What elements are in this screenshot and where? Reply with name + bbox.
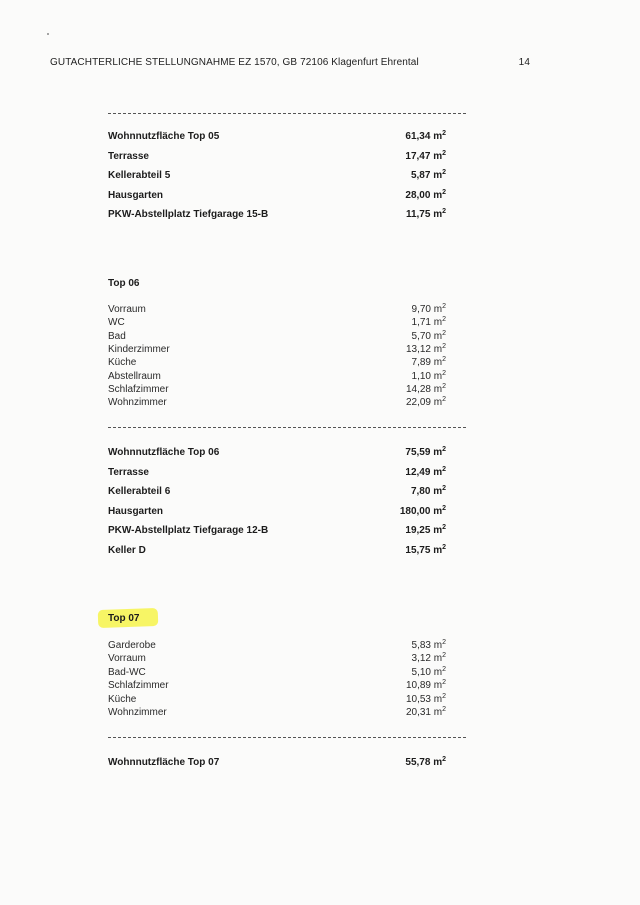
area-number: 19,25 m bbox=[405, 525, 443, 536]
area-row bbox=[108, 679, 446, 692]
area-number: 1,71 m bbox=[411, 317, 443, 329]
area-value bbox=[406, 383, 446, 396]
area-row bbox=[108, 208, 446, 221]
area-number: 1,10 m bbox=[411, 370, 443, 382]
unit-superscript: 2 bbox=[442, 356, 446, 364]
area-number: 3,12 m bbox=[411, 653, 443, 665]
area-row bbox=[108, 652, 446, 665]
area-number: 17,47 m bbox=[405, 150, 443, 162]
area-row bbox=[108, 330, 446, 343]
unit-superscript: 2 bbox=[442, 706, 446, 713]
area-value bbox=[405, 446, 446, 459]
scan-speck bbox=[47, 33, 49, 35]
area-number: 5,87 m bbox=[410, 170, 443, 181]
area-value bbox=[406, 396, 446, 409]
area-value bbox=[406, 706, 446, 719]
area-row bbox=[108, 316, 446, 329]
area-row bbox=[108, 130, 446, 143]
area-number: 55,78 m bbox=[405, 757, 443, 768]
area-number: 5,70 m bbox=[411, 330, 443, 342]
area-number: 7,80 m bbox=[410, 486, 443, 497]
area-value bbox=[406, 343, 446, 356]
area-row bbox=[108, 756, 446, 769]
area-label: Küche bbox=[108, 693, 137, 705]
area-row bbox=[108, 485, 446, 498]
area-row bbox=[108, 396, 446, 409]
area-row bbox=[108, 150, 446, 163]
area-row bbox=[108, 706, 446, 719]
area-row bbox=[108, 343, 446, 356]
unit-superscript: 2 bbox=[442, 446, 446, 453]
unit-superscript: 2 bbox=[442, 692, 446, 700]
area-row bbox=[108, 169, 446, 182]
unit-superscript: 2 bbox=[442, 342, 446, 350]
unit-superscript: 2 bbox=[442, 679, 446, 687]
area-row bbox=[108, 189, 446, 202]
area-label: Schlafzimmer bbox=[108, 680, 169, 692]
area-value bbox=[405, 189, 446, 202]
area-label: Hausgarten bbox=[108, 505, 164, 517]
area-number: 5,83 m bbox=[411, 640, 443, 651]
area-number: 12,49 m bbox=[405, 466, 443, 478]
area-number: 180,00 m bbox=[399, 505, 443, 517]
area-label: Wohnnutzfläche Top 06 bbox=[108, 447, 220, 458]
area-number: 10,89 m bbox=[405, 680, 443, 692]
unit-superscript: 2 bbox=[442, 396, 446, 404]
top06-heading: Top 06 bbox=[108, 278, 140, 289]
area-label: Keller D bbox=[108, 544, 146, 556]
unit-superscript: 2 bbox=[442, 303, 446, 310]
area-value bbox=[411, 485, 446, 498]
area-row bbox=[108, 524, 446, 537]
area-value bbox=[406, 693, 446, 706]
area-row bbox=[108, 666, 446, 679]
separator-line bbox=[108, 113, 466, 114]
header-title: GUTACHTERLICHE STELLUNGNAHME EZ 1570, GB 72106 Klagenfurt Ehrental bbox=[50, 57, 419, 68]
area-label: Abstellraum bbox=[108, 370, 161, 382]
area-label: Garderobe bbox=[108, 640, 156, 651]
unit-superscript: 2 bbox=[442, 329, 446, 337]
unit-superscript: 2 bbox=[442, 130, 446, 137]
page-header bbox=[50, 57, 530, 71]
area-row bbox=[108, 693, 446, 706]
area-label: Terrasse bbox=[108, 150, 149, 162]
unit-superscript: 2 bbox=[442, 465, 446, 473]
separator-line bbox=[108, 737, 466, 738]
area-row bbox=[108, 505, 446, 518]
area-label: Küche bbox=[108, 357, 137, 369]
area-label: Hausgarten bbox=[108, 189, 164, 201]
area-number: 14,28 m bbox=[405, 383, 443, 395]
area-label: Wohnnutzfläche Top 05 bbox=[108, 131, 220, 142]
area-value bbox=[405, 150, 446, 163]
area-row bbox=[108, 446, 446, 459]
area-label: Wohnnutzfläche Top 07 bbox=[108, 757, 220, 768]
area-value bbox=[405, 466, 446, 479]
area-label: Bad bbox=[108, 330, 126, 342]
area-value bbox=[412, 356, 446, 369]
area-value bbox=[412, 370, 446, 383]
area-value bbox=[412, 666, 446, 679]
area-row bbox=[108, 370, 446, 383]
top07-heading: Top 07 bbox=[108, 613, 140, 624]
area-label: Kinderzimmer bbox=[108, 343, 170, 355]
unit-superscript: 2 bbox=[442, 208, 446, 215]
area-row bbox=[108, 544, 446, 557]
area-label: Kellerabteil 6 bbox=[108, 486, 171, 497]
separator-line bbox=[108, 427, 466, 428]
area-value bbox=[412, 303, 446, 316]
area-value bbox=[406, 208, 446, 221]
area-number: 28,00 m bbox=[405, 189, 443, 201]
area-label: Wohnzimmer bbox=[108, 397, 167, 409]
unit-superscript: 2 bbox=[442, 756, 446, 763]
area-row bbox=[108, 639, 446, 652]
unit-superscript: 2 bbox=[442, 639, 446, 646]
unit-superscript: 2 bbox=[442, 652, 446, 660]
area-label: Terrasse bbox=[108, 466, 149, 478]
area-label: WC bbox=[108, 317, 125, 329]
unit-superscript: 2 bbox=[442, 665, 446, 673]
area-number: 15,75 m bbox=[405, 544, 443, 556]
area-number: 13,12 m bbox=[405, 343, 443, 355]
area-number: 10,53 m bbox=[405, 693, 443, 705]
area-value bbox=[400, 505, 446, 518]
area-value bbox=[412, 652, 446, 665]
unit-superscript: 2 bbox=[442, 188, 446, 196]
area-label: PKW-Abstellplatz Tiefgarage 15-B bbox=[108, 209, 269, 220]
area-number: 7,89 m bbox=[411, 357, 443, 369]
area-row bbox=[108, 383, 446, 396]
area-value bbox=[412, 639, 446, 652]
area-row bbox=[108, 356, 446, 369]
unit-superscript: 2 bbox=[442, 524, 446, 531]
area-number: 61,34 m bbox=[405, 131, 443, 142]
area-label: PKW-Abstellplatz Tiefgarage 12-B bbox=[108, 525, 269, 536]
unit-superscript: 2 bbox=[442, 504, 446, 512]
unit-superscript: 2 bbox=[442, 485, 446, 492]
area-number: 75,59 m bbox=[405, 447, 443, 458]
unit-superscript: 2 bbox=[442, 382, 446, 390]
area-value bbox=[406, 679, 446, 692]
unit-superscript: 2 bbox=[442, 169, 446, 176]
unit-superscript: 2 bbox=[442, 149, 446, 157]
area-value bbox=[412, 316, 446, 329]
area-number: 20,31 m bbox=[405, 707, 443, 718]
area-value bbox=[412, 330, 446, 343]
area-number: 22,09 m bbox=[405, 397, 443, 409]
page-number: 14 bbox=[518, 57, 530, 68]
area-label: Schlafzimmer bbox=[108, 383, 169, 395]
area-value bbox=[411, 169, 446, 182]
area-number: 9,70 m bbox=[411, 304, 443, 315]
area-label: Vorraum bbox=[108, 304, 146, 315]
area-label: Vorraum bbox=[108, 653, 146, 665]
area-number: 11,75 m bbox=[405, 209, 443, 220]
area-label: Kellerabteil 5 bbox=[108, 170, 171, 181]
unit-superscript: 2 bbox=[442, 543, 446, 551]
area-value bbox=[405, 130, 446, 143]
area-row bbox=[108, 303, 446, 316]
area-label: Wohnzimmer bbox=[108, 707, 167, 718]
area-row bbox=[108, 466, 446, 479]
area-number: 5,10 m bbox=[411, 666, 443, 678]
unit-superscript: 2 bbox=[442, 369, 446, 377]
area-value bbox=[405, 524, 446, 537]
area-value bbox=[405, 756, 446, 769]
area-label: Bad-WC bbox=[108, 666, 146, 678]
unit-superscript: 2 bbox=[442, 316, 446, 324]
area-value bbox=[405, 544, 446, 557]
